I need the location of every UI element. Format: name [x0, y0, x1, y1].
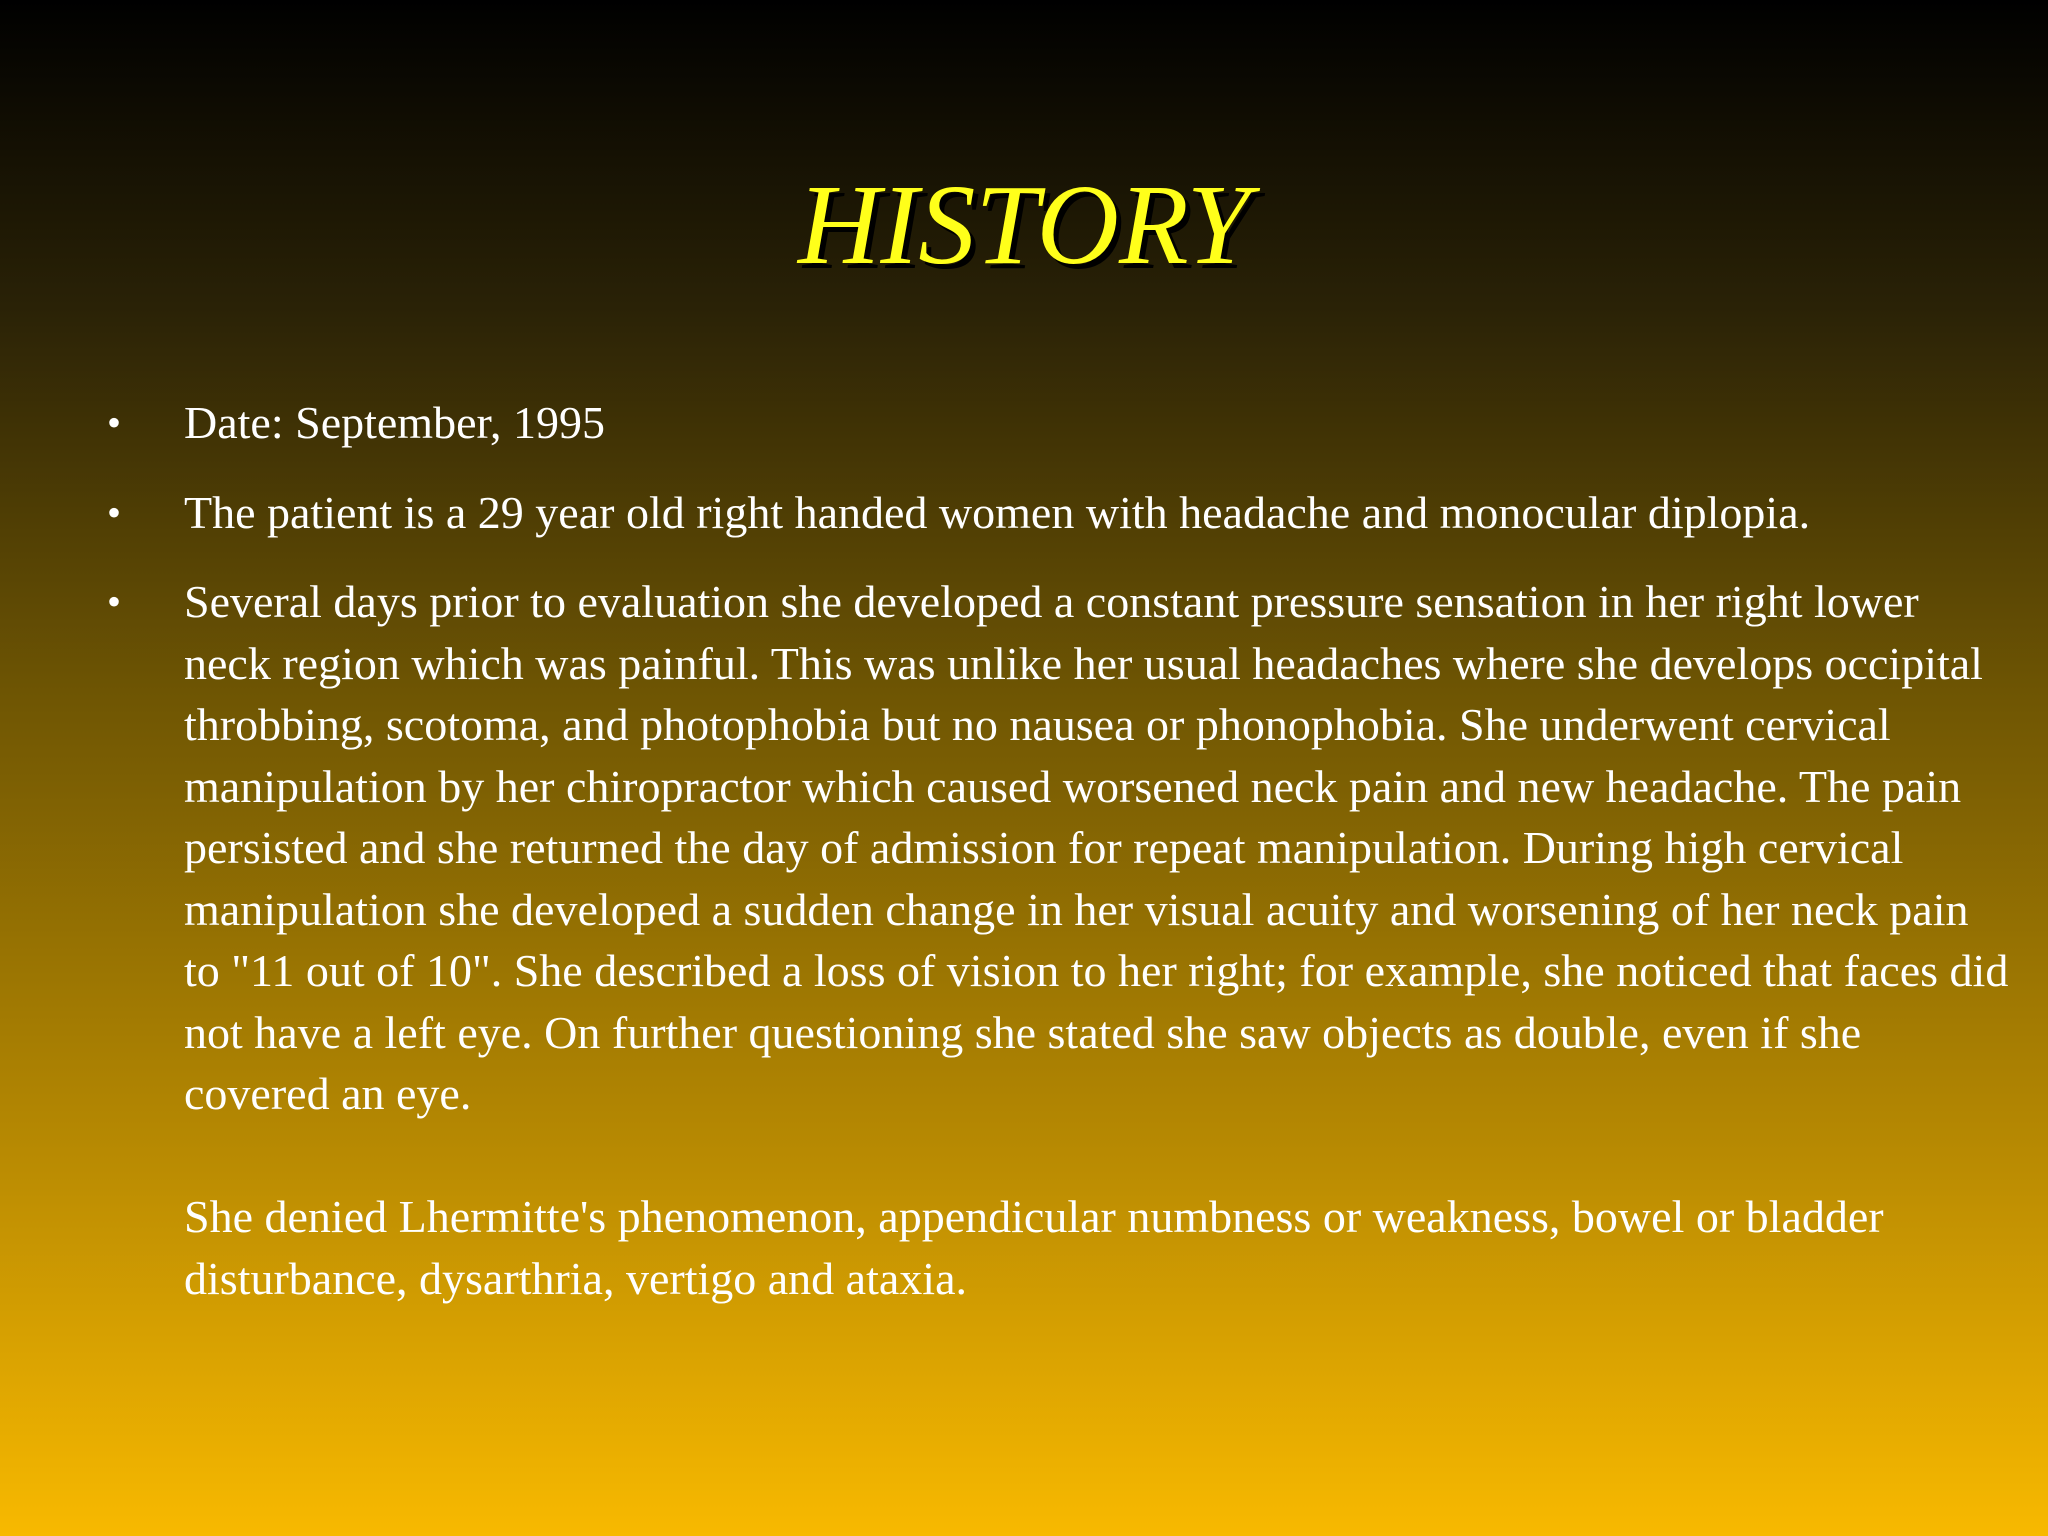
bullet-text: The patient is a 29 year old right handed women with headache and monocular diplopia.	[184, 486, 1811, 538]
bullet-dot-icon: •	[107, 579, 122, 624]
bullet-item-history-narrative	[100, 571, 2010, 1309]
bullet-item-date	[100, 392, 2010, 454]
bullet-text-continuation: She denied Lhermitte's phenomenon, appendicular numbness or weakness, bowel or bladder disturbance, dysarthria, vertigo and ataxia.	[184, 1191, 1884, 1304]
bullet-dot-icon: •	[107, 400, 122, 445]
bullet-text: Several days prior to evaluation she developed a constant pressure sensation in her right lower neck region which was painful. This was unlike her usual headaches where she develops occipital throbbing, scotoma, and photophobia but no nausea or phonophobia. She underwent cervical manipulation by her chiropractor which caused worsened neck pain and new headache. The pain persisted and she returned the day of admission for repeat manipulation. During high cervical manipulation she developed a sudden change in her visual acuity and worsening of her neck pain to "11 out of 10". She described a loss of vision to her right; for example, she noticed that faces did not have a left eye. On further questioning she stated she saw objects as double, even if she covered an eye.	[184, 576, 2009, 1119]
bullet-dot-icon: •	[107, 489, 122, 535]
bullet-item-patient	[100, 482, 2010, 544]
bullet-list	[100, 392, 2010, 1337]
slide-title: HISTORY	[798, 161, 1250, 288]
bullet-text: Date: September, 1995	[184, 397, 605, 448]
